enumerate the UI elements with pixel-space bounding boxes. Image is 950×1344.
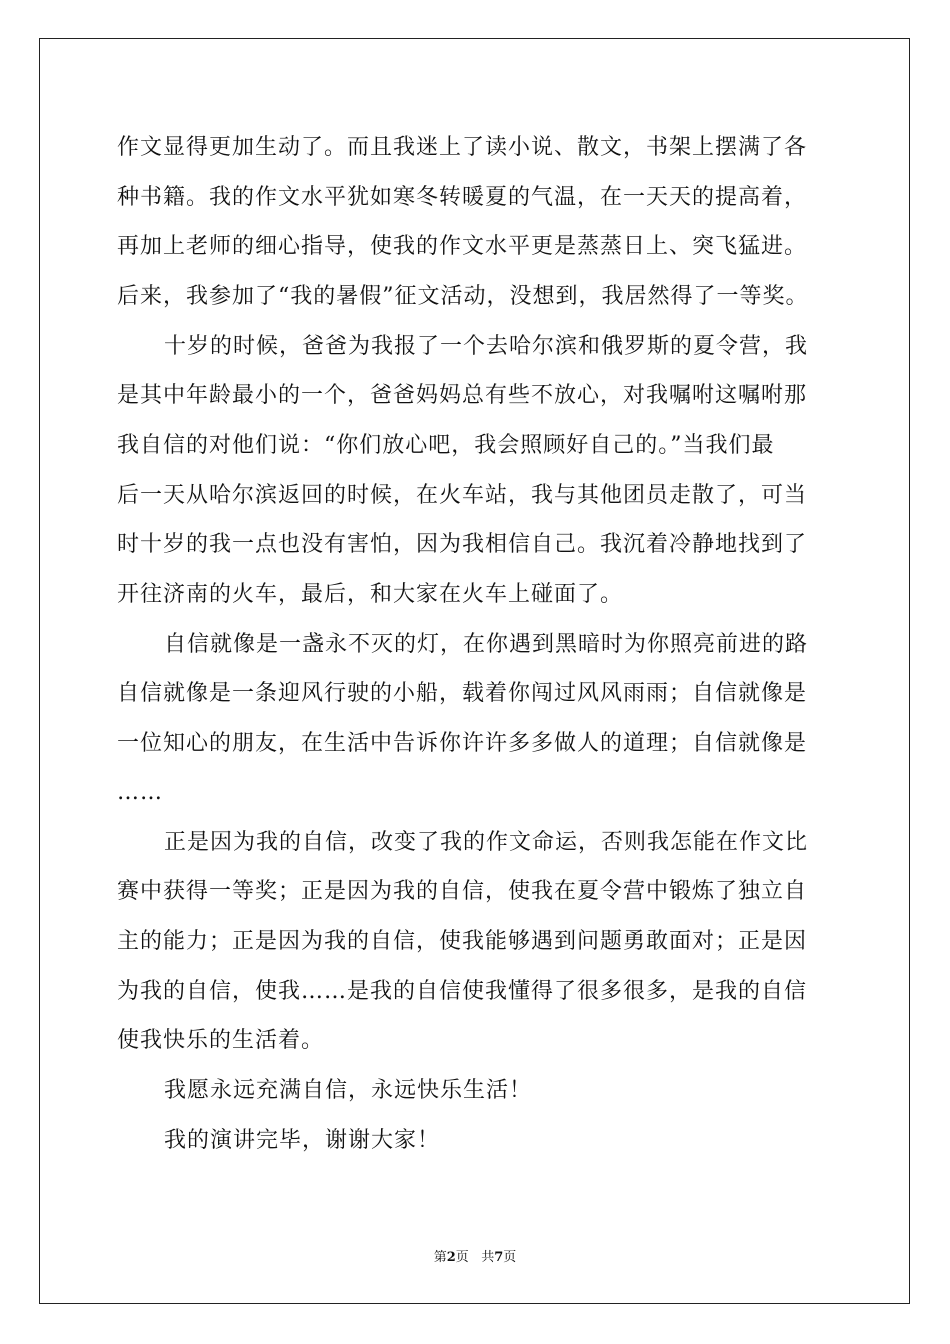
paragraph-first-line: 我的演讲完毕，谢谢大家！ [164,1128,441,1153]
text-line: 为我的自信，使我……是我的自信使我懂得了很多很多，是我的自信 [117,979,808,1004]
footer-total-prefix: 共 [481,1250,495,1265]
footer-page-suffix: 页 [455,1250,469,1265]
text-line: 一位知心的朋友，在生活中告诉你许许多多做人的道理；自信就像是 [117,731,808,756]
total-page-count: 7 [494,1250,504,1265]
paragraph-first-line: 十岁的时候，爸爸为我报了一个去哈尔滨和俄罗斯的夏令营，我 [164,334,809,359]
text-line: 开往济南的火车，最后，和大家在火车上碰面了。 [117,582,624,607]
footer-prefix: 第 [433,1250,447,1265]
text-line: 种书籍。我的作文水平犹如寒冬转暖夏的气温，在一天天的提高着， [117,185,808,210]
text-line: 自信就像是一条迎风行驶的小船，载着你闯过风风雨雨；自信就像是 [117,681,808,706]
page-border [39,38,910,1304]
text-line: 作文显得更加生动了。而且我迷上了读小说、散文，书架上摆满了各 [117,135,808,160]
paragraph-first-line: 我愿永远充满自信，永远快乐生活！ [164,1078,533,1103]
footer-total-suffix: 页 [503,1250,517,1265]
text-line: …… [117,780,163,805]
text-line: 使我快乐的生活着。 [117,1028,325,1053]
text-line: 后来，我参加了“我的暑假”征文活动，没想到，我居然得了一等奖。 [117,284,809,309]
paragraph-first-line: 自信就像是一盏永不灭的灯，在你遇到黑暗时为你照亮前进的路 [164,632,809,657]
text-line: 赛中获得一等奖；正是因为我的自信，使我在夏令营中锻炼了独立自 [117,879,808,904]
text-line: 后一天从哈尔滨返回的时候，在火车站，我与其他团员走散了，可当 [117,483,808,508]
text-line: 我自信的对他们说：“你们放心吧，我会照顾好自己的。”当我们最 [117,433,775,458]
text-line: 主的能力；正是因为我的自信，使我能够遇到问题勇敢面对；正是因 [117,929,808,954]
paragraph-first-line: 正是因为我的自信，改变了我的作文命运，否则我怎能在作文比 [164,830,809,855]
text-line: 是其中年龄最小的一个，爸爸妈妈总有些不放心，对我嘱咐这嘱咐那 [117,383,808,408]
current-page-number: 2 [446,1250,456,1265]
page-footer [0,1246,950,1265]
text-line: 再加上老师的细心指导，使我的作文水平更是蒸蒸日上、突飞猛进。 [117,234,808,259]
text-line: 时十岁的我一点也没有害怕，因为我相信自己。我沉着冷静地找到了 [117,532,808,557]
